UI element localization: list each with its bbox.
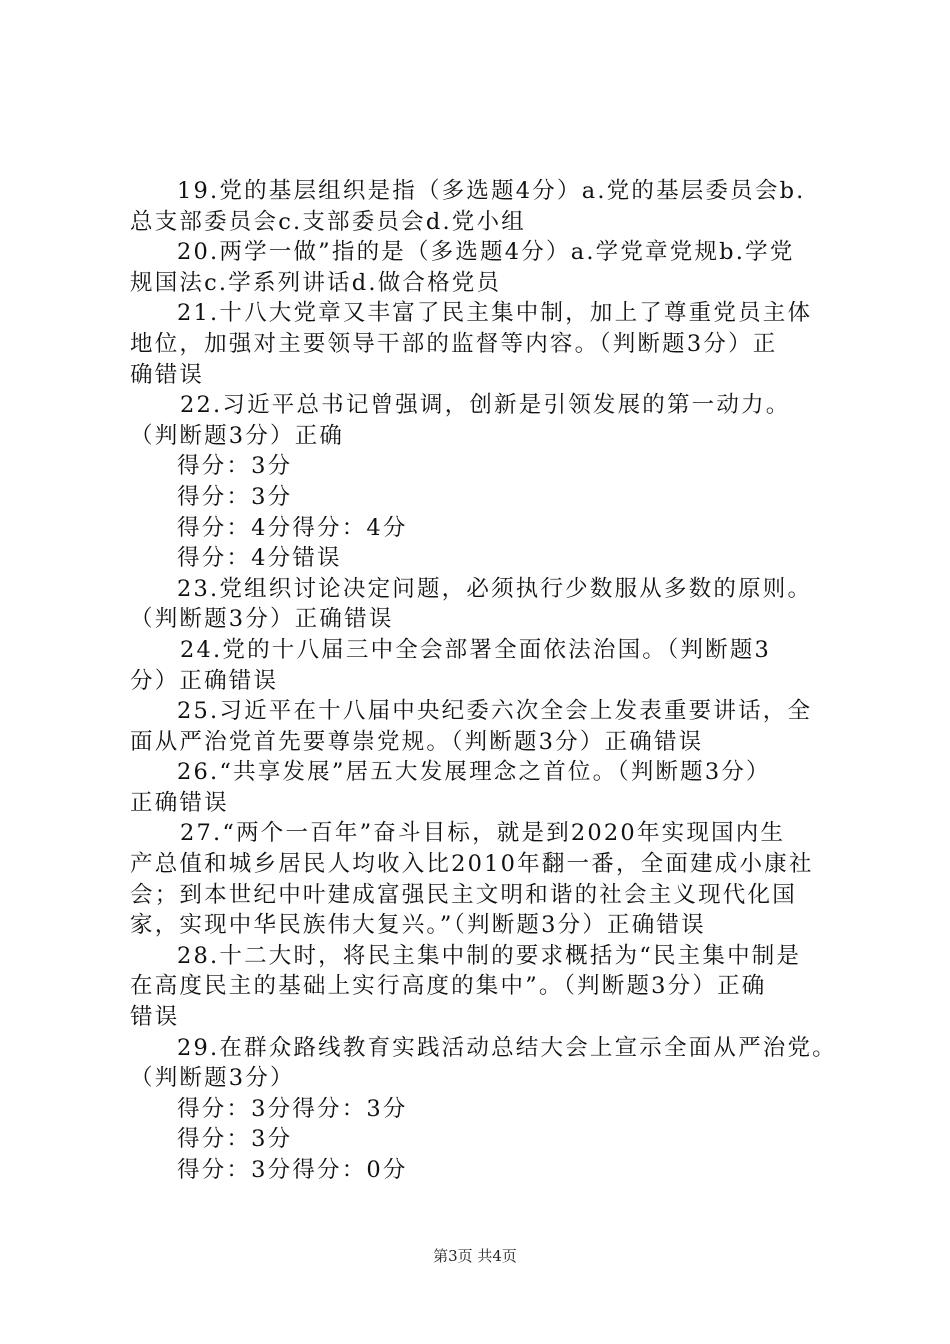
text-line: 分）正确错误 bbox=[130, 667, 279, 694]
text-line: 面从严治党首先要尊崇党规。（判断题3分）正确错误 bbox=[130, 728, 704, 755]
text-line: （判断题3分） bbox=[130, 1065, 295, 1092]
text-line: 规国法c.学系列讲话d.做合格党员 bbox=[130, 269, 502, 296]
text-line: 得分：4分得分：4分 bbox=[177, 514, 408, 541]
text-line: 22.习近平总书记曾强调，创新是引领发展的第一动力。 bbox=[180, 392, 791, 419]
text-line: 得分：3分得分：0分 bbox=[177, 1157, 408, 1183]
text-line: （判断题3分）正确错误 bbox=[130, 606, 394, 633]
text-line: 20.两学一做”指的是（多选题4分）a.学党章党规b.学党 bbox=[177, 239, 795, 266]
text-line: 确错误 bbox=[130, 361, 205, 388]
text-line: 正确错误 bbox=[130, 789, 229, 816]
text-line: 总支部委员会c.支部委员会d.党小组 bbox=[130, 208, 526, 235]
text-line: 23.党组织讨论决定问题，必须执行少数服从多数的原则。 bbox=[177, 575, 813, 602]
text-line: 27.“两个一百年”奋斗目标，就是到2020年实现国内生 bbox=[180, 820, 786, 847]
text-line: 在高度民主的基础上实行高度的集中”。（判断题3分）正确 bbox=[130, 973, 767, 1000]
text-line: 得分：4分错误 bbox=[177, 545, 342, 572]
text-line: （判断题3分）正确 bbox=[130, 422, 345, 449]
text-line: 24.党的十八届三中全会部署全面依法治国。（判断题3 bbox=[180, 636, 772, 663]
text-line: 地位，加强对主要领导干部的监督等内容。（判断题3分）正 bbox=[130, 330, 778, 357]
text-line: 19.党的基层组织是指（多选题4分）a.党的基层委员会b. bbox=[177, 178, 806, 204]
text-line: 家，实现中华民族伟大复兴。”（判断题3分）正确错误 bbox=[130, 912, 706, 939]
text-line: 26.“共享发展”居五大发展理念之首位。（判断题3分） bbox=[177, 759, 771, 786]
text-line: 得分：3分得分：3分 bbox=[177, 1095, 408, 1122]
text-line: 得分：3分 bbox=[177, 1126, 293, 1153]
text-line: 28.十二大时，将民主集中制的要求概括为“民主集中制是 bbox=[177, 942, 802, 969]
text-line: 会；到本世纪中叶建成富强民主文明和谐的社会主义现代化国 bbox=[130, 881, 797, 908]
text-line: 得分：3分 bbox=[177, 483, 293, 510]
text-line: 29.在群众路线教育实践活动总结大会上宣示全面从严治党。 bbox=[177, 1034, 837, 1061]
text-line: 错误 bbox=[130, 1004, 180, 1031]
page-footer: 第3页 共4页 bbox=[433, 1247, 517, 1265]
text-line: 产总值和城乡居民人均收入比2010年翻一番，全面建成小康社 bbox=[130, 851, 814, 878]
text-line: 25.习近平在十八届中央纪委六次全会上发表重要讲话，全 bbox=[177, 698, 813, 725]
text-line: 得分：3分 bbox=[177, 453, 293, 480]
text-line: 21.十八大党章又丰富了民主集中制，加上了尊重党员主体 bbox=[177, 300, 813, 327]
document-body bbox=[130, 176, 835, 1186]
